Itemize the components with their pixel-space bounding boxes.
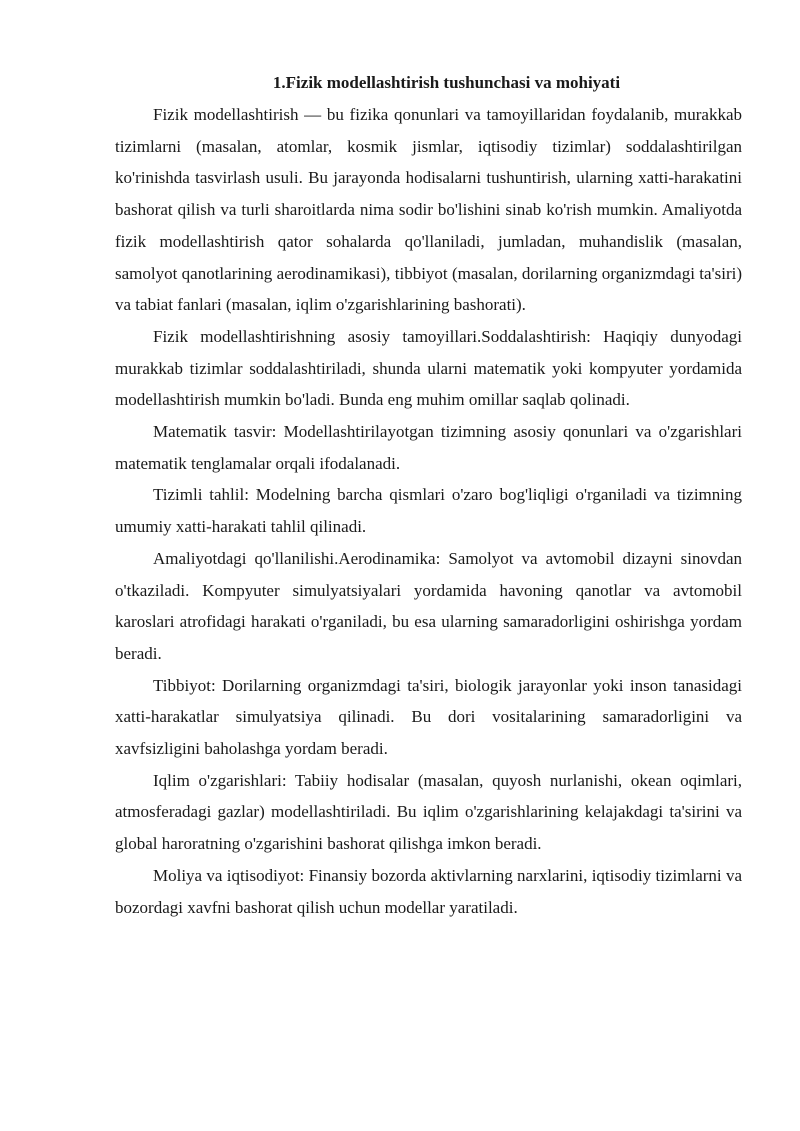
paragraph-medicine: Tibbiyot: Dorilarning organizmdagi ta'siri, biologik jarayonlar yoki inson tanasidagi xatti-harakatlar simulyatsiya qilinadi. Bu dori vositalarining samaradorligini va xavfsizligini baholashga yordam beradi. — [115, 675, 742, 759]
paragraph-intro: Fizik modellashtirish — bu fizika qonunlari va tamoyillaridan foydalanib, murakkab tizimlarni (masalan, atomlar, kosmik jismlar, iqtisodiy tizimlar) soddalashtirilgan ko'rinishda tasvirlash usuli. Bu jarayonda hodisalarni tushuntirish, ularning xatti-harakatini bashorat qilish va turli sharoitlarda nima sodir bo'lishini sinab ko'rish mumkin. Amaliyotda fizik modellashtirish qator sohalarda qo'llaniladi, jumladan, muhandislik (masalan, samolyot qanotlarining aerodinamikasi), tibbiyot (masalan, dorilarning organizmdagi ta'siri) va tabiat fanlari (masalan, iqlim o'zgarishlarining bashorati). — [115, 105, 742, 315]
document-page — [115, 72, 742, 923]
paragraph-climate: Iqlim o'zgarishlari: Tabiiy hodisalar (masalan, quyosh nurlanishi, okean oqimlari, atmosferadagi gazlar) modellashtiriladi. Bu iqlim o'zgarishlarining kelajakdagi ta'sirini va global haroratning o'zgarishini bashorat qilishga imkon beradi. — [115, 770, 742, 854]
paragraph-system-analysis: Tizimli tahlil: Modelning barcha qismlari o'zaro bog'liqligi o'rganiladi va tizimning umumiy xatti-harakati tahlil qilinadi. — [115, 485, 742, 537]
paragraph-math-description: Matematik tasvir: Modellashtirilayotgan tizimning asosiy qonunlari va o'zgarishlari matematik tenglamalar orqali ifodalanadi. — [115, 422, 742, 473]
section-title: 1.Fizik modellashtirish tushunchasi va mohiyati — [272, 73, 621, 92]
paragraph-finance: Moliya va iqtisodiyot: Finansiy bozorda aktivlarning narxlarini, iqtisodiy tizimlarni va bozordagi xavfni bashorat qilish uchun modellar yaratiladi. — [115, 865, 742, 917]
paragraph-principles: Fizik modellashtirishning asosiy tamoyillari.Soddalashtirish: Haqiqiy dunyodagi murakkab tizimlar soddalashtiriladi, shunda ularni matematik yoki kompyuter yordamida modellashtirish mumkin bo'ladi. Bunda eng muhim omillar saqlab qolinadi. — [115, 326, 742, 410]
paragraph-aerodynamics: Amaliyotdagi qo'llanilishi.Aerodinamika: Samolyot va avtomobil dizayni sinovdan o'tkaziladi. Kompyuter simulyatsiyalari yordamida havoning qanotlar va avtomobil karoslari atrofidagi harakati o'rganiladi, bu esa ularning samaradorligini oshirishga yordam beradi. — [115, 548, 742, 663]
